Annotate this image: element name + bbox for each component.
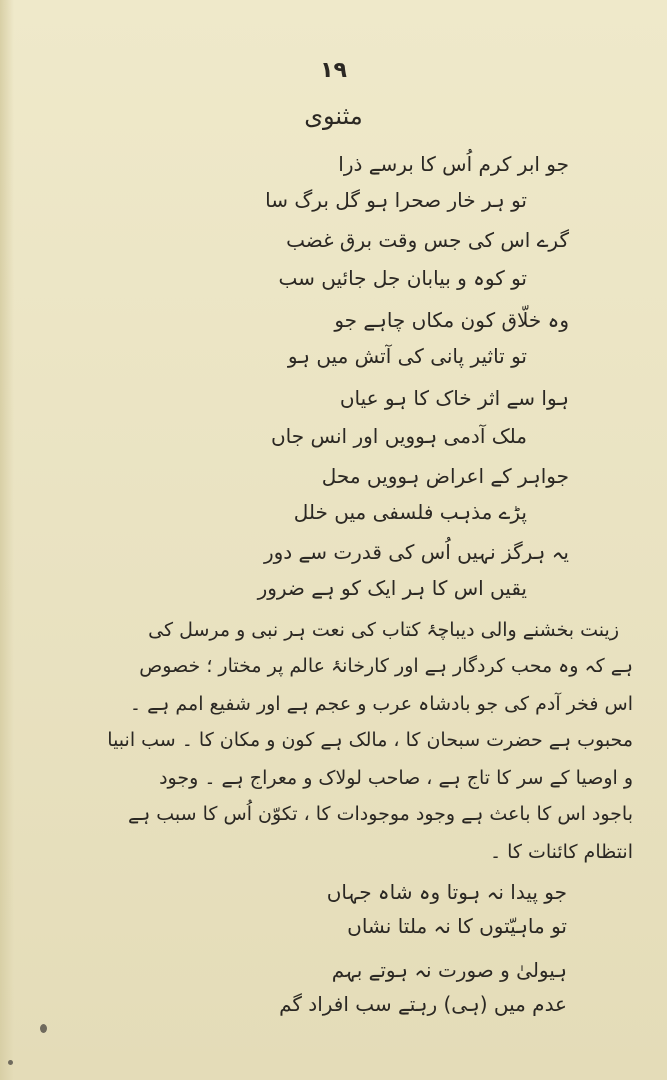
prose-line: ہے کہ وہ محب کردگار ہے اور کارخانۂ عالم پر مختار ؛ خصوص (139, 655, 633, 677)
paper-speck (40, 1024, 47, 1033)
verse-line: ملک آدمی ہوویں اور انس جاں (270, 424, 527, 448)
prose-line: محبوب ہے حضرت سبحان کا ، مالک ہے کون و مکان کا ۔ سب انبیا (107, 729, 633, 751)
prose-line: باجود اس کا باعث ہے وجود موجودات کا ، تکوّن اُس کا سبب ہے (127, 803, 633, 825)
verse-line: جو ابر کرم اُس کا برسے ذرا (338, 152, 569, 176)
verse-line: عدم میں (ہی) رہتے سب افراد گم (279, 992, 567, 1016)
verse-line: یہ ہرگز نہیں اُس کی قدرت سے دور (263, 540, 569, 564)
prose-line: و اوصیا کے سر کا تاج ہے ، صاحب لولاک و معراج ہے ۔ وجود (159, 767, 633, 789)
verse-line: گرے اس کی جس وقت برق غضب (286, 228, 569, 252)
paper-speck (8, 1060, 13, 1065)
verse-line: جو پیدا نہ ہوتا وہ شاہ جہاں (326, 880, 567, 904)
verse-line: ہوا سے اثر خاک کا ہو عیاں (339, 386, 569, 410)
verse-line: تو تاثیر پانی کی آتش میں ہو (287, 344, 527, 368)
prose-line: زینت بخشنے والی دیباچۂ کتاب کی نعت ہر نبی و مرسل کی (148, 619, 619, 641)
page-number: ۱۹ (320, 58, 347, 83)
verse-line: تو ہر خار صحرا ہو گل برگ سا (265, 188, 527, 212)
prose-line: انتظام کائنات کا ۔ (489, 841, 633, 863)
verse-line: جواہر کے اعراض ہوویں محل (321, 464, 569, 488)
verse-line: تو ماہیّتوں کا نہ ملتا نشاں (347, 914, 567, 938)
page-edge-shadow (0, 0, 14, 1080)
verse-line: ہیولیٰ و صورت نہ ہوتے بہم (331, 958, 567, 982)
page-title: مثنوی (304, 102, 363, 130)
prose-line: اس فخر آدم کی جو بادشاہ عرب و عجم ہے اور شفیع امم ہے ۔ (129, 693, 633, 715)
verse-line: وہ خلّاق کون مکاں چاہے جو (334, 308, 569, 332)
verse-line: یقیں اس کا ہر ایک کو ہے ضرور (257, 576, 527, 600)
verse-line: پڑے مذہب فلسفی میں خلل (293, 500, 527, 524)
verse-line: تو کوہ و بیابان جل جائیں سب (278, 266, 527, 290)
